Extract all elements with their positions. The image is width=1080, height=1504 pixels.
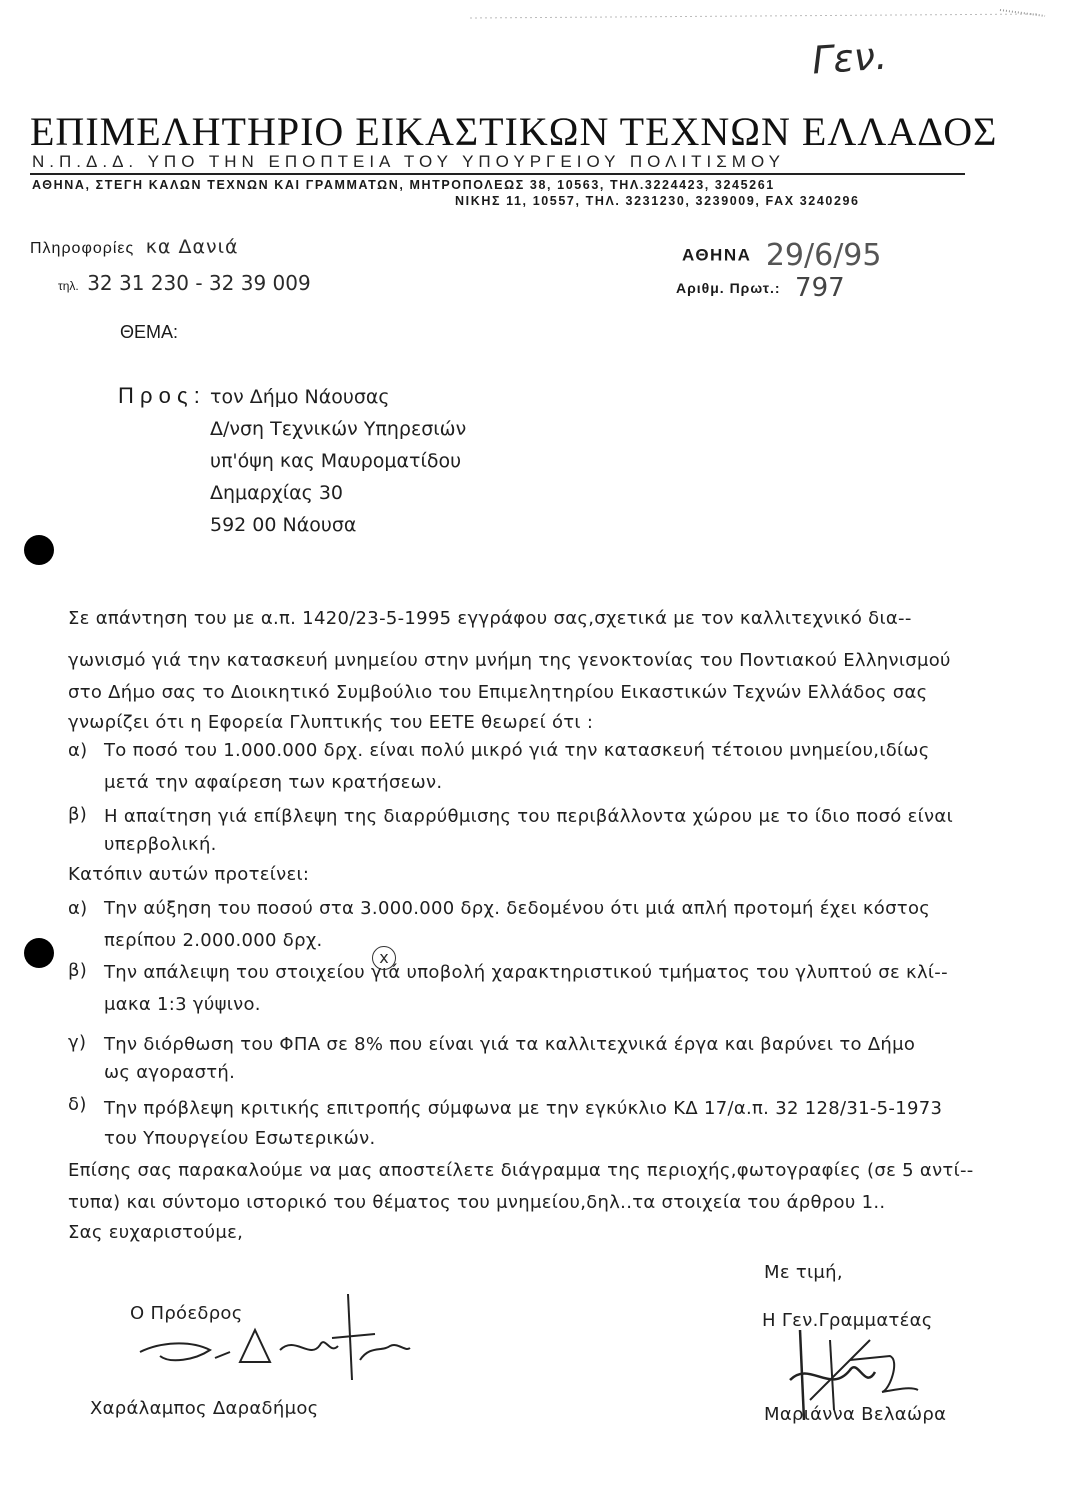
address-line-2: ΝΙΚΗΣ 11, 10557, ΤΗΛ. 3231230, 3239009, FAX 3240296	[455, 194, 860, 208]
body-intro-line: γνωρίζει ότι η Εφορεία Γλυπτικής του ΕΕΤΕ θεωρεί ότι :	[68, 712, 594, 733]
subject-label: ΘΕΜΑ:	[120, 322, 179, 342]
recipient-line: 592 00 Νάουσα	[210, 514, 357, 536]
point-marker: β)	[68, 804, 88, 825]
margin-mark: x	[372, 946, 396, 970]
address-line-1: ΑΘΗΝΑ, ΣΤΕΓΗ ΚΑΛΩΝ ΤΕΧΝΩΝ ΚΑΙ ΓΡΑΜΜΑΤΩΝ, ΜΗΤΡΟΠΟΛΕΩΣ 38, 10563, ΤΗΛ.3224423, 3245261	[32, 178, 775, 192]
date-block	[682, 238, 881, 273]
date-value: 29/6/95	[765, 238, 882, 273]
header-rule	[30, 173, 965, 175]
recipient-line: Δ/νση Τεχνικών Υπηρεσιών	[210, 418, 467, 440]
point-marker: γ)	[68, 1032, 87, 1053]
closing-line: Σας ευχαριστούμε,	[68, 1222, 244, 1243]
point-marker: α)	[68, 740, 88, 761]
org-subtitle: Ν.Π.Δ.Δ. ΥΠΟ ΤΗΝ ΕΠΟΠΤΕΙΑ ΤΟΥ ΥΠΟΥΡΓΕΙΟΥ ΠΟΛΙΤΙΣΜΟΥ	[32, 152, 785, 171]
body-intro-line: στο Δήμο σας το Διοικητικό Συμβούλιο του Επιμελητηρίου Εικαστικών Τεχνών Ελλάδος σας	[68, 682, 928, 703]
point-text: μετά την αφαίρεση των κρατήσεων.	[104, 772, 443, 793]
point-marker: β)	[68, 960, 88, 981]
info-contact-name: κα Δανιά	[145, 236, 239, 258]
point-text: Την αύξηση του ποσού στα 3.000.000 δρχ. δεδομένου ότι μιά απλή προτομή έχει κόστος	[104, 898, 931, 919]
punch-hole-bottom	[24, 938, 54, 968]
left-signatory-name: Χαράλαμπος Δαραδήμος	[90, 1398, 319, 1419]
point-text: μακα 1:3 γύψινο.	[104, 994, 261, 1015]
scan-edge-noise	[0, 0, 1080, 40]
recipient-label: Π ρ ο ς :	[118, 383, 200, 408]
right-signatory-title: Η Γεν.Γραμματέας	[762, 1310, 933, 1331]
protocol-block	[676, 273, 845, 303]
point-text: Η απαίτηση γιά επίβλεψη της διαρρύθμισης του περιβάλλοντα χώρου με το ίδιο ποσό είναι	[104, 806, 953, 827]
tel-value: 32 31 230 - 32 39 009	[87, 271, 311, 295]
tel-block	[58, 271, 311, 295]
proposes-line: Κατόπιν αυτών προτείνει:	[68, 864, 310, 885]
closing-line: Επίσης σας παρακαλούμε να μας αποστείλετε διάγραμμα της περιοχής,φωτογραφίες (σε 5 αντί--	[68, 1160, 974, 1181]
point-marker: δ)	[68, 1094, 87, 1115]
closing-line: τυπα) και σύντομο ιστορικό του θέματος του μνημείου,δηλ..τα στοιχεία του άρθρου 1..	[68, 1192, 886, 1213]
point-text: Την πρόβλεψη κριτικής επιτροπής σύμφωνα με την εγκύκλιο ΚΔ 17/α.π. 32 128/31-5-1973	[104, 1098, 943, 1119]
info-label: Πληροφορίες	[30, 240, 135, 257]
point-text: περίπου 2.000.000 δρχ.	[104, 930, 323, 951]
regards-text: Με τιμή,	[764, 1262, 843, 1283]
point-text: του Υπουργείου Εσωτερικών.	[104, 1128, 376, 1149]
recipient-line: τον Δήμο Νάουσας	[210, 386, 390, 408]
org-title: ΕΠΙΜΕΛΗΤΗΡΙΟ ΕΙΚΑΣΤΙΚΩΝ ΤΕΧΝΩΝ ΕΛΛΑΔΟΣ	[30, 109, 998, 154]
protocol-number: 797	[795, 273, 845, 303]
left-signature-scribble	[120, 1290, 420, 1400]
corner-handwritten-note: Γεν.	[810, 33, 889, 83]
point-text: υπερβολική.	[104, 834, 217, 855]
recipient-line: υπ'όψη κας Μαυροματίδου	[210, 450, 462, 472]
city-label: ΑΘΗΝΑ	[682, 245, 752, 265]
point-text: Το ποσό του 1.000.000 δρχ. είναι πολύ μικρό γιά την κατασκευή τέτοιου μνημείου,ιδίως	[104, 740, 930, 761]
recipient-line: Δημαρχίας 30	[210, 482, 344, 504]
point-text: Την απάλειψη του στοιχείου γιά υποβολή χαρακτηριστικού τμήματος του γλυπτού σε κλί--	[104, 962, 948, 983]
left-signatory-title: Ο Πρόεδρος	[130, 1303, 243, 1324]
punch-hole-top	[24, 535, 54, 565]
body-intro-line: γωνισμό γιά την κατασκευή μνημείου στην μνήμη της γενοκτονίας του Ποντιακού Ελληνισμού	[68, 650, 951, 671]
point-marker: α)	[68, 898, 88, 919]
point-text: Την διόρθωση του ΦΠΑ σε 8% που είναι γιά τα καλλιτεχνικά έργα και βαρύνει το Δήμο	[104, 1034, 916, 1055]
point-text: ως αγοραστή.	[104, 1062, 236, 1083]
right-signatory-name: Μαριάννα Βελαώρα	[764, 1404, 947, 1425]
info-block	[30, 236, 239, 258]
body-intro-line: Σε απάντηση του με α.π. 1420/23-5-1995 εγγράφου σας,σχετικά με τον καλλιτεχνικό δια--	[68, 608, 912, 629]
protocol-label: Αριθμ. Πρωτ.:	[676, 280, 781, 296]
tel-label: τηλ.	[58, 279, 79, 293]
